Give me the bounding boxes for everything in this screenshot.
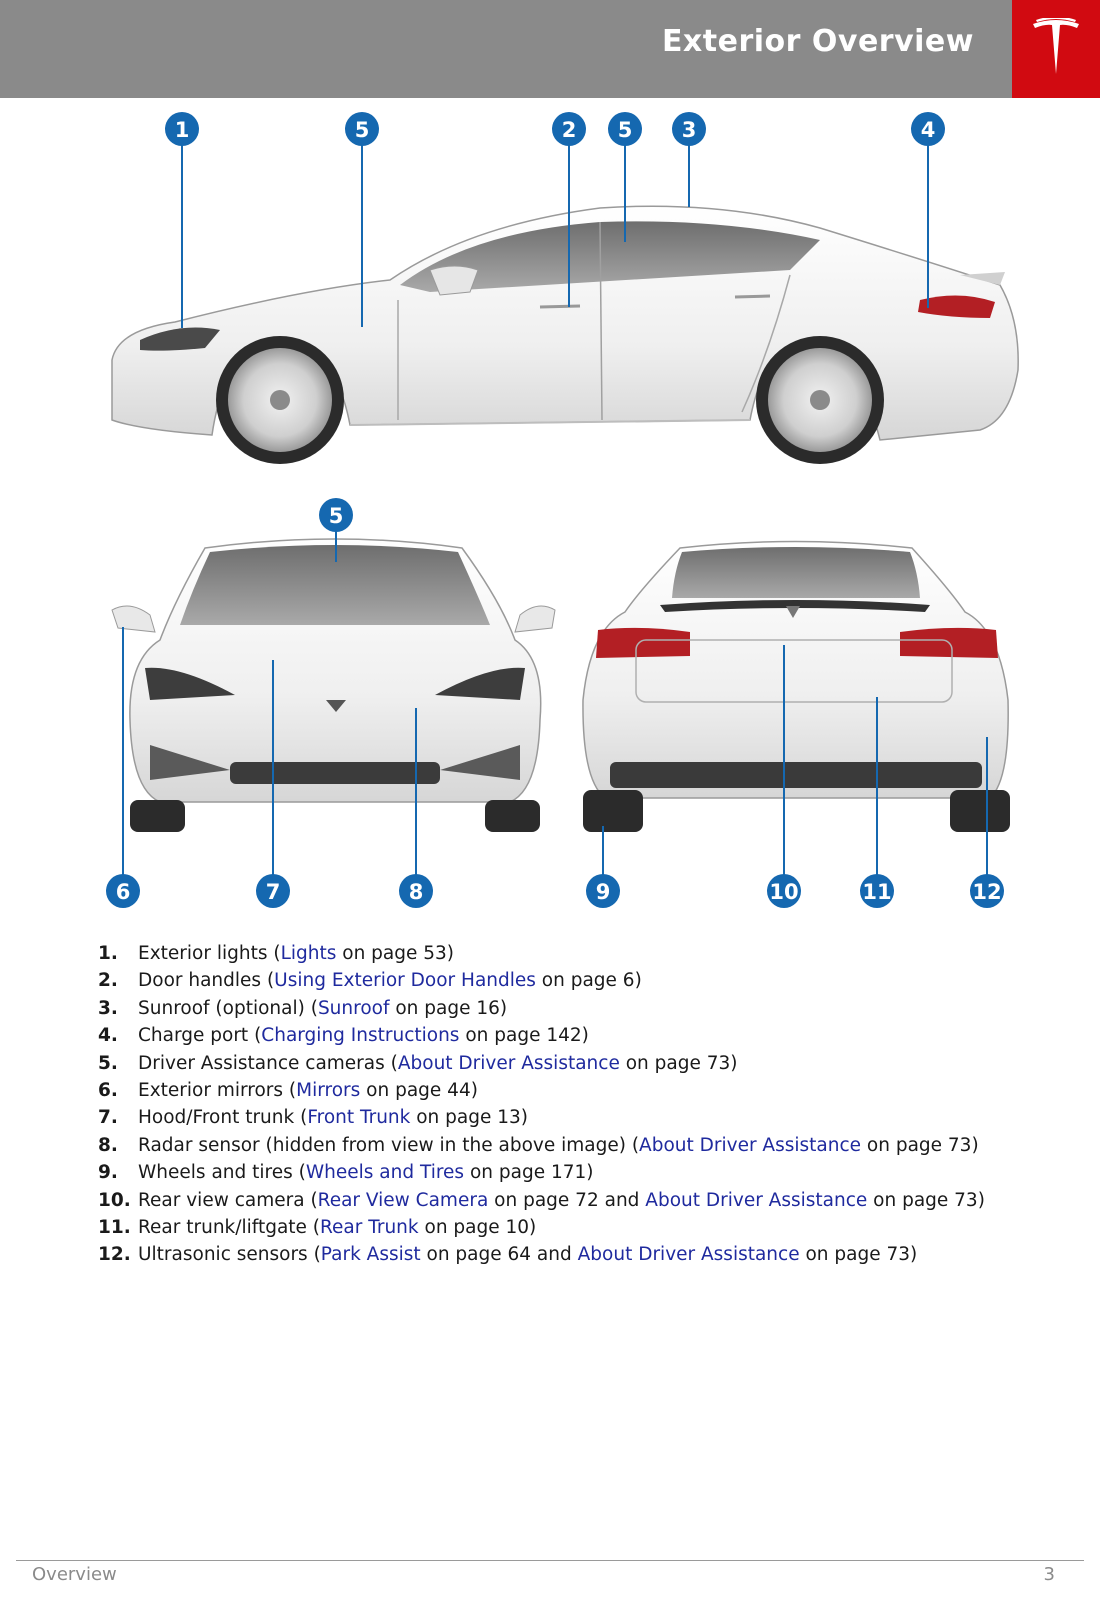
legend-item <box>98 1132 1028 1159</box>
legend-item-text: Rear trunk/liftgate ( <box>138 1217 321 1239</box>
legend-item-number: 9. <box>98 1162 118 1184</box>
legend-item-number: 11. <box>98 1217 131 1239</box>
cross-reference-link[interactable]: Wheels and Tires <box>305 1162 465 1184</box>
legend-item-text: on page 53) <box>336 943 455 964</box>
legend-item-text: Exterior mirrors ( <box>138 1080 297 1102</box>
legend-item <box>98 1050 1028 1077</box>
legend-item-text: on page 44) <box>360 1080 478 1102</box>
legend-item-text: Charge port ( <box>138 1025 262 1047</box>
cross-reference-link[interactable]: About Driver Assistance <box>577 1244 800 1266</box>
legend-list <box>98 940 1028 1269</box>
cross-reference-link[interactable]: Park Assist <box>320 1244 421 1266</box>
legend-item-number: 3. <box>98 997 118 1019</box>
legend-item-text: Radar sensor (hidden from view in the above image) ( <box>138 1134 640 1156</box>
callout-side-5a <box>345 112 379 146</box>
svg-text:5: 5 <box>354 118 370 142</box>
svg-text:10: 10 <box>769 880 799 904</box>
cross-reference-link[interactable]: About Driver Assistance <box>639 1134 862 1156</box>
legend-item <box>98 1214 1028 1241</box>
footer-divider <box>16 1560 1084 1561</box>
page-header <box>0 0 1012 98</box>
legend-item-text: on page 73) <box>867 1189 985 1211</box>
legend-item-text: on page 10) <box>418 1217 537 1239</box>
callout-front-5 <box>319 498 353 532</box>
legend-item-text: on page 16) <box>389 997 508 1019</box>
front-view-car <box>112 539 555 832</box>
svg-text:9: 9 <box>595 880 611 904</box>
legend-item-number: 12. <box>98 1244 131 1266</box>
legend-item-number: 2. <box>98 970 118 992</box>
cross-reference-link[interactable]: About Driver Assistance <box>397 1052 620 1074</box>
legend-item-text: on page 73) <box>861 1134 979 1156</box>
legend-item-text: on page 73) <box>799 1244 918 1266</box>
callout-front-7 <box>256 874 290 908</box>
page-number: 3 <box>1043 1564 1055 1585</box>
cross-reference-link[interactable]: Front Trunk <box>307 1107 411 1129</box>
legend-item-text: on page 6) <box>535 970 642 992</box>
callout-side-4 <box>911 112 945 146</box>
svg-text:5: 5 <box>617 118 633 142</box>
footer-section: Overview <box>32 1564 117 1585</box>
legend-item <box>98 940 1028 967</box>
svg-text:8: 8 <box>408 880 424 904</box>
svg-text:3: 3 <box>681 118 697 142</box>
callout-side-3 <box>672 112 706 146</box>
legend-item <box>98 967 1028 994</box>
legend-item-number: 6. <box>98 1080 118 1102</box>
callout-front-6 <box>106 874 140 908</box>
car-illustrations <box>0 98 1100 938</box>
legend-item-text: on page 73) <box>619 1052 738 1074</box>
callout-side-5b <box>608 112 642 146</box>
brand-logo <box>1012 0 1100 98</box>
legend-item-number: 5. <box>98 1052 118 1074</box>
svg-text:4: 4 <box>920 118 936 142</box>
legend-item-text: on page 142) <box>459 1025 589 1047</box>
legend-item-number: 10. <box>98 1189 131 1211</box>
rear-view-car <box>583 542 1010 833</box>
legend-item-text: Rear view camera ( <box>138 1189 318 1211</box>
callout-rear-10 <box>767 874 801 908</box>
legend-item <box>98 1187 1028 1214</box>
svg-text:5: 5 <box>328 504 344 528</box>
svg-text:1: 1 <box>174 118 190 142</box>
legend-item-number: 1. <box>98 943 118 964</box>
legend-item-text: Sunroof (optional) ( <box>138 997 318 1019</box>
callout-rear-9 <box>586 874 620 908</box>
callout-rear-12 <box>970 874 1004 908</box>
legend-item-text: Exterior lights ( <box>138 943 281 964</box>
legend-item <box>98 1241 1028 1268</box>
legend-item-text: on page 171) <box>464 1162 594 1184</box>
cross-reference-link[interactable]: Charging Instructions <box>261 1025 460 1047</box>
legend-item-number: 4. <box>98 1025 118 1047</box>
callout-side-1 <box>165 112 199 146</box>
legend-item <box>98 995 1028 1022</box>
cross-reference-link[interactable]: Using Exterior Door Handles <box>274 970 536 992</box>
legend-item <box>98 1104 1028 1131</box>
tesla-logo-icon <box>1031 18 1081 76</box>
side-view-car <box>112 206 1018 464</box>
cross-reference-link[interactable]: About Driver Assistance <box>645 1189 868 1211</box>
callout-front-8 <box>399 874 433 908</box>
cross-reference-link[interactable]: Lights <box>280 943 337 964</box>
cross-reference-link[interactable]: Rear View Camera <box>317 1189 489 1211</box>
legend-item-text: on page 72 and <box>488 1189 646 1211</box>
cross-reference-link[interactable]: Rear Trunk <box>320 1217 419 1239</box>
legend-item-text: Driver Assistance cameras ( <box>138 1052 398 1074</box>
svg-text:6: 6 <box>115 880 131 904</box>
cross-reference-link[interactable]: Mirrors <box>296 1080 361 1102</box>
legend-item <box>98 1077 1028 1104</box>
legend-item-text: on page 64 and <box>420 1244 578 1266</box>
svg-text:2: 2 <box>561 118 577 142</box>
svg-text:7: 7 <box>265 880 281 904</box>
legend-item-number: 8. <box>98 1134 118 1156</box>
callout-rear-11 <box>860 874 894 908</box>
legend-item-text: Hood/Front trunk ( <box>138 1107 308 1129</box>
page-title: Exterior Overview <box>661 24 974 59</box>
exterior-figure <box>0 98 1100 938</box>
svg-text:12: 12 <box>972 880 1002 904</box>
legend-item-text: on page 13) <box>410 1107 529 1129</box>
legend-item-text: Wheels and tires ( <box>138 1162 306 1184</box>
callout-side-2 <box>552 112 586 146</box>
svg-text:11: 11 <box>862 880 892 904</box>
legend-item-text: Door handles ( <box>138 970 275 992</box>
legend-item <box>98 1022 1028 1049</box>
cross-reference-link[interactable]: Sunroof <box>317 997 390 1019</box>
legend-item <box>98 1159 1028 1186</box>
legend-item-number: 7. <box>98 1107 118 1129</box>
legend-item-text: Ultrasonic sensors ( <box>138 1244 321 1266</box>
